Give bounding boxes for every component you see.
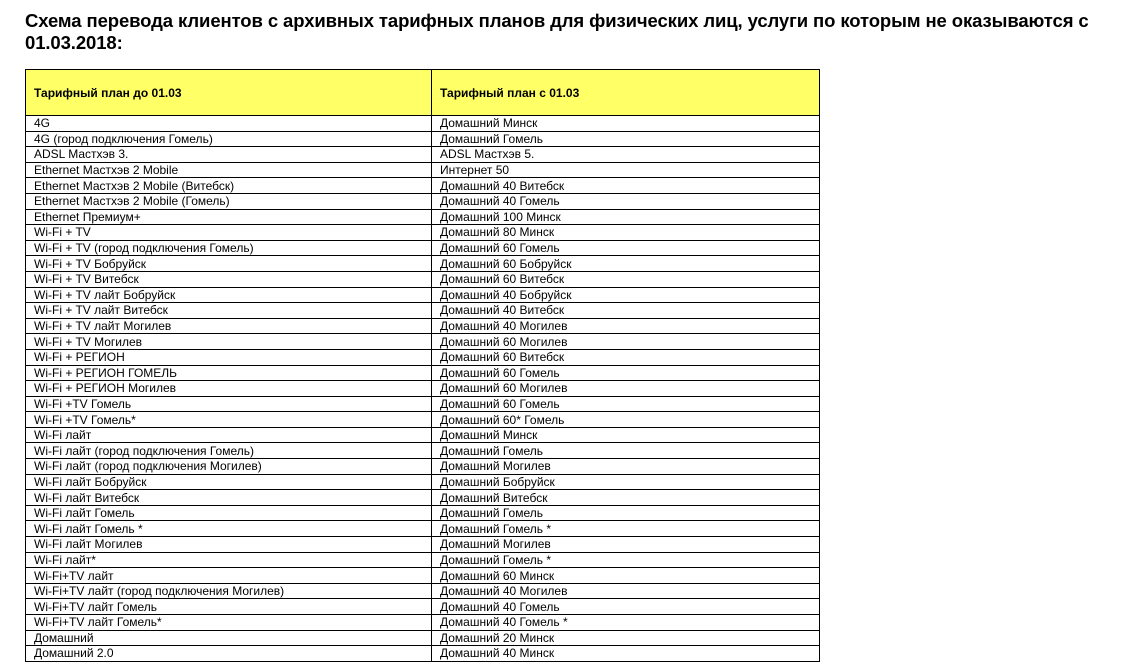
table-row xyxy=(26,365,820,381)
old-plan-cell: Wi-Fi лайт Гомель * xyxy=(26,521,432,537)
new-plan-cell: Домашний 60 Гомель xyxy=(432,396,820,412)
old-plan-cell: Wi-Fi + TV Могилев xyxy=(26,334,432,350)
new-plan-cell: Домашний 60 Могилев xyxy=(432,334,820,350)
new-plan-cell: Домашний 40 Витебск xyxy=(432,303,820,319)
table-row xyxy=(26,116,820,132)
new-plan-cell: Домашний 60 Гомель xyxy=(432,365,820,381)
new-plan-cell: Домашний 40 Бобруйск xyxy=(432,287,820,303)
new-plan-cell: Домашний Витебск xyxy=(432,490,820,506)
table-row xyxy=(26,427,820,443)
table-row xyxy=(26,552,820,568)
table-row xyxy=(26,537,820,553)
old-plan-cell: Wi-Fi + TV лайт Бобруйск xyxy=(26,287,432,303)
old-plan-cell: Wi-Fi лайт Витебск xyxy=(26,490,432,506)
old-plan-cell: 4G xyxy=(26,116,432,132)
new-plan-cell: Домашний 60 Витебск xyxy=(432,271,820,287)
old-plan-cell: Wi-Fi + РЕГИОН ГОМЕЛЬ xyxy=(26,365,432,381)
new-plan-cell: Домашний 60 Гомель xyxy=(432,240,820,256)
table-row xyxy=(26,505,820,521)
old-plan-cell: Домашний xyxy=(26,630,432,646)
old-plan-cell: Wi-Fi лайт Бобруйск xyxy=(26,474,432,490)
old-plan-cell: Wi-Fi+TV лайт Гомель* xyxy=(26,615,432,631)
new-plan-cell: Домашний 40 Могилев xyxy=(432,318,820,334)
table-row xyxy=(26,287,820,303)
old-plan-cell: Wi-Fi лайт Гомель xyxy=(26,505,432,521)
old-plan-cell: Ethernet Мастхэв 2 Mobile (Витебск) xyxy=(26,178,432,194)
table-row xyxy=(26,240,820,256)
table-row xyxy=(26,599,820,615)
new-plan-cell: Домашний 40 Минск xyxy=(432,646,820,662)
old-plan-cell: ADSL Мастхэв 3. xyxy=(26,147,432,163)
new-plan-cell: Домашний Гомель xyxy=(432,443,820,459)
old-plan-cell: Домашний 2.0 xyxy=(26,646,432,662)
old-plan-cell: Wi-Fi +TV Гомель* xyxy=(26,412,432,428)
table-row xyxy=(26,568,820,584)
table-row xyxy=(26,271,820,287)
table-row xyxy=(26,381,820,397)
old-plan-cell: Wi-Fi+TV лайт (город подключения Могилев) xyxy=(26,583,432,599)
old-plan-cell: 4G (город подключения Гомель) xyxy=(26,131,432,147)
old-plan-cell: Wi-Fi + TV xyxy=(26,225,432,241)
old-plan-cell: Wi-Fi+TV лайт xyxy=(26,568,432,584)
new-plan-cell: Интернет 50 xyxy=(432,162,820,178)
new-plan-cell: Домашний 60 Витебск xyxy=(432,349,820,365)
new-plan-cell: Домашний Гомель xyxy=(432,131,820,147)
old-plan-cell: Wi-Fi + TV Бобруйск xyxy=(26,256,432,272)
new-plan-cell: ADSL Мастхэв 5. xyxy=(432,147,820,163)
new-plan-cell: Домашний 40 Витебск xyxy=(432,178,820,194)
table-row xyxy=(26,256,820,272)
table-row xyxy=(26,490,820,506)
new-plan-cell: Домашний 100 Минск xyxy=(432,209,820,225)
old-plan-cell: Wi-Fi лайт (город подключения Могилев) xyxy=(26,459,432,475)
new-plan-cell: Домашний 40 Гомель * xyxy=(432,615,820,631)
new-plan-cell: Домашний 60* Гомель xyxy=(432,412,820,428)
table-row xyxy=(26,193,820,209)
table-row xyxy=(26,443,820,459)
old-plan-cell: Wi-Fi+TV лайт Гомель xyxy=(26,599,432,615)
old-plan-cell: Wi-Fi + РЕГИОН Могилев xyxy=(26,381,432,397)
new-plan-cell: Домашний Гомель * xyxy=(432,521,820,537)
table-row xyxy=(26,459,820,475)
table-row xyxy=(26,131,820,147)
new-plan-cell: Домашний 60 Могилев xyxy=(432,381,820,397)
old-plan-cell: Wi-Fi + РЕГИОН xyxy=(26,349,432,365)
header-new-plan: Тарифный план с 01.03 xyxy=(432,70,820,116)
table-row xyxy=(26,349,820,365)
old-plan-cell: Ethernet Премиум+ xyxy=(26,209,432,225)
old-plan-cell: Wi-Fi + TV Витебск xyxy=(26,271,432,287)
new-plan-cell: Домашний Могилев xyxy=(432,459,820,475)
old-plan-cell: Wi-Fi + TV лайт Могилев xyxy=(26,318,432,334)
new-plan-cell: Домашний 60 Минск xyxy=(432,568,820,584)
new-plan-cell: Домашний Бобруйск xyxy=(432,474,820,490)
new-plan-cell: Домашний Гомель * xyxy=(432,552,820,568)
new-plan-cell: Домашний Минск xyxy=(432,427,820,443)
table-row xyxy=(26,412,820,428)
old-plan-cell: Wi-Fi +TV Гомель xyxy=(26,396,432,412)
table-row xyxy=(26,162,820,178)
table-row xyxy=(26,583,820,599)
table-row xyxy=(26,630,820,646)
table-row xyxy=(26,474,820,490)
old-plan-cell: Wi-Fi лайт xyxy=(26,427,432,443)
table-row xyxy=(26,209,820,225)
header-old-plan: Тарифный план до 01.03 xyxy=(26,70,432,116)
new-plan-cell: Домашний 40 Гомель xyxy=(432,599,820,615)
tariff-migration-table xyxy=(25,69,820,662)
new-plan-cell: Домашний 60 Бобруйск xyxy=(432,256,820,272)
old-plan-cell: Wi-Fi + TV (город подключения Гомель) xyxy=(26,240,432,256)
table-row xyxy=(26,521,820,537)
new-plan-cell: Домашний Минск xyxy=(432,116,820,132)
table-row xyxy=(26,178,820,194)
new-plan-cell: Домашний Могилев xyxy=(432,537,820,553)
new-plan-cell: Домашний 40 Гомель xyxy=(432,193,820,209)
new-plan-cell: Домашний 40 Могилев xyxy=(432,583,820,599)
table-header-row xyxy=(26,70,820,116)
old-plan-cell: Wi-Fi + TV лайт Витебск xyxy=(26,303,432,319)
table-row xyxy=(26,396,820,412)
table-row xyxy=(26,318,820,334)
table-row xyxy=(26,615,820,631)
table-row xyxy=(26,225,820,241)
document-title: Схема перевода клиентов с архивных тарифных планов для физических лиц, услуги по которым не оказываются с 01.03.2018: xyxy=(25,10,1089,53)
new-plan-cell: Домашний 20 Минск xyxy=(432,630,820,646)
table-row xyxy=(26,303,820,319)
new-plan-cell: Домашний 80 Минск xyxy=(432,225,820,241)
table-body xyxy=(26,116,820,662)
old-plan-cell: Ethernet Мастхэв 2 Mobile (Гомель) xyxy=(26,193,432,209)
old-plan-cell: Ethernet Мастхэв 2 Mobile xyxy=(26,162,432,178)
table-row xyxy=(26,147,820,163)
table-row xyxy=(26,334,820,350)
new-plan-cell: Домашний Гомель xyxy=(432,505,820,521)
old-plan-cell: Wi-Fi лайт Могилев xyxy=(26,537,432,553)
old-plan-cell: Wi-Fi лайт (город подключения Гомель) xyxy=(26,443,432,459)
old-plan-cell: Wi-Fi лайт* xyxy=(26,552,432,568)
table-row xyxy=(26,646,820,662)
